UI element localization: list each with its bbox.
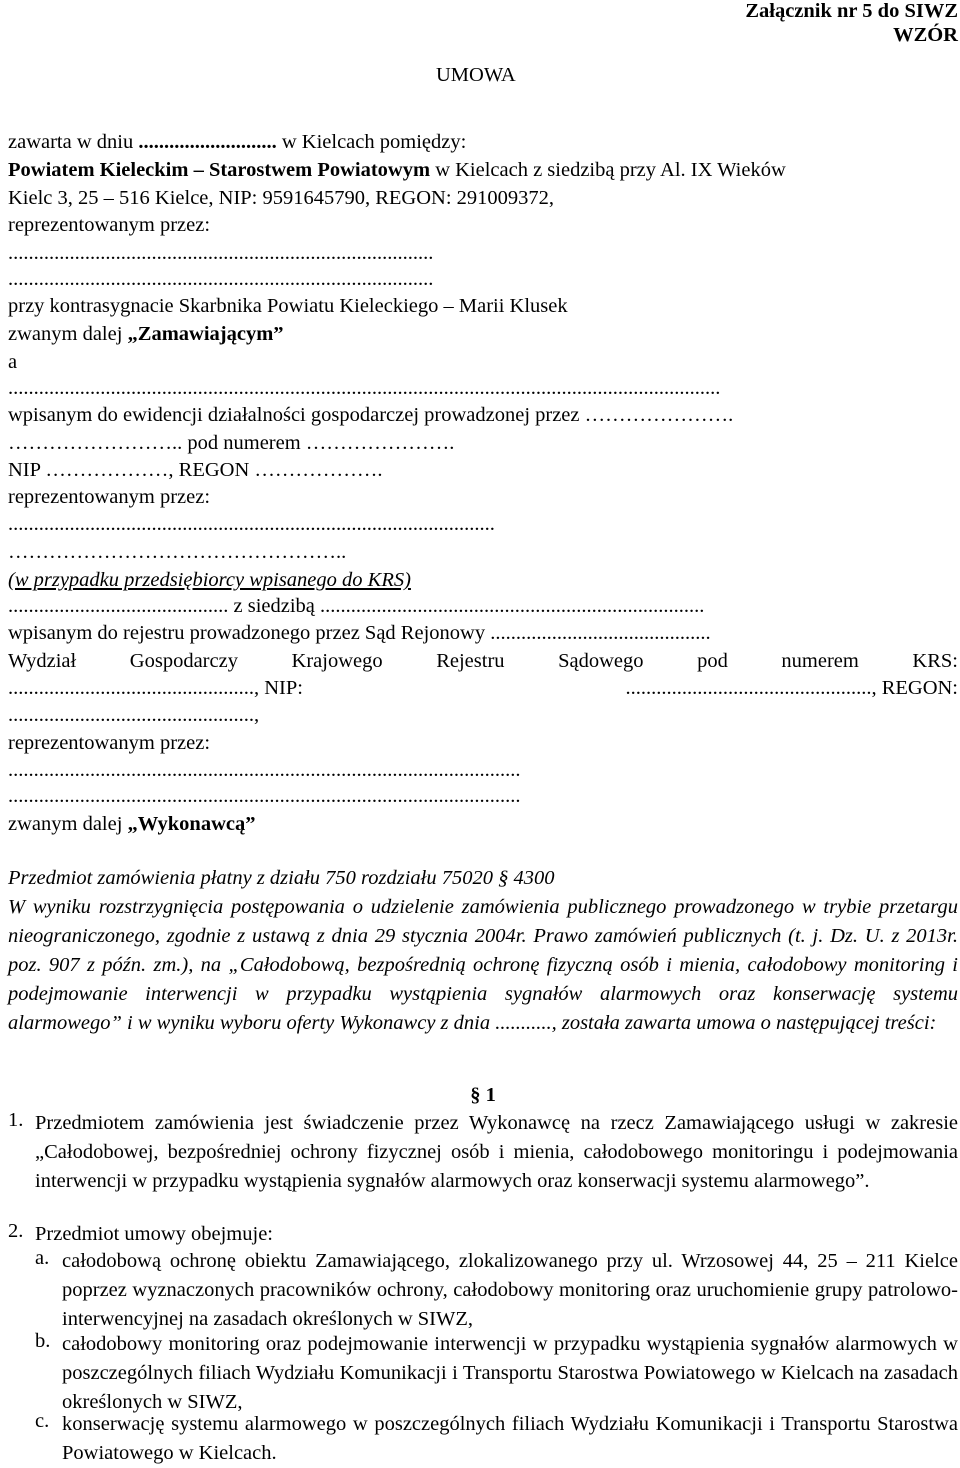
registry-line: wpisanym do ewidencji działalności gospodarczej prowadzonej przez ………………….	[8, 404, 734, 426]
concluded-line: zawarta w dniu ........................... w Kielcach pomiędzy:	[8, 131, 467, 153]
ordering-party-address: Kielc 3, 25 – 516 Kielce, NIP: 9591645790, REGON: 291009372,	[8, 187, 555, 209]
dots-line-2: ...................................................................................	[8, 268, 434, 290]
dots-line-6: ................................................,	[8, 704, 260, 726]
and-line: a	[8, 351, 18, 373]
represented-by-3: reprezentowanym przez:	[8, 732, 211, 754]
ordering-alias-line: zwanym dalej „Zamawiającym”	[8, 323, 284, 345]
represented-by-1: reprezentowanym przez:	[8, 214, 211, 236]
court-registry-line: wpisanym do rejestru prowadzonego przez Sąd Rejonowy ...........................................	[8, 622, 711, 644]
ordering-party-line: Powiatem Kieleckim – Starostwem Powiatowym w Kielcach z siedzibą przy Al. IX Wieków	[8, 159, 786, 181]
krs-line: Wydział Gospodarczy Krajowego Rejestru Sądowego pod numerem KRS:	[8, 650, 958, 672]
annex-label: Załącznik nr 5 do SIWZ	[745, 0, 958, 22]
dots-line-8: ....................................................................................................	[8, 785, 521, 807]
section-heading: § 1	[470, 1084, 496, 1106]
contractor-alias-line: zwanym dalej „Wykonawcą”	[8, 813, 256, 835]
dots-line-1: ...................................................................................	[8, 242, 434, 264]
contractor-alias: „Wykonawcą”	[127, 813, 256, 835]
document-title: UMOWA	[436, 64, 516, 86]
krs-note: (w przypadku przedsiębiorcy wpisanego do KRS)	[8, 569, 411, 591]
pattern-label: WZÓR	[893, 24, 958, 46]
dots-line-7: ....................................................................................................	[8, 759, 521, 781]
ordering-party-name: Powiatem Kieleckim – Starostwem Powiatowym	[8, 159, 431, 181]
dots-line-5: …………………………………………..	[8, 541, 347, 563]
nip-regon-line-2: ................................................, NIP: ................................................, REGON:	[8, 677, 958, 699]
nip-regon-line: NIP ………………, REGON ……………….	[8, 459, 383, 481]
represented-by-2: reprezentowanym przez:	[8, 486, 211, 508]
dots-line-3: ...........................................................................................................................................	[8, 377, 721, 399]
countersign-line: przy kontrasygnacie Skarbnika Powiatu Kieleckiego – Marii Klusek	[8, 295, 568, 317]
ordering-alias: „Zamawiającym”	[127, 323, 284, 345]
preamble-paragraph: W wyniku rozstrzygnięcia postępowania o udzielenie zamówienia publicznego prowadzonego w trybie przetargu nieograniczonego, zgodnie z ustawą z dnia 29 stycznia 2004r. Prawo zamówień publicznych (t. j. Dz. U. z 2013r. poz. 907 z późn. zm.), na „Całodobową, bezpośrednią ochronę fizyczną osób i mienia, całodobowy monitoring i podejmowanie interwencji w przypadku wystąpienia sygnałów alarmowych oraz konserwację systemu alarmowego” i w wyniku wyboru oferty Wykonawcy z dnia ..........., została zawarta umowa o następującej treści:	[8, 896, 958, 1034]
seat-line: ........................................... z siedzibą ...........................................................................	[8, 595, 705, 617]
number-line: …………………….. pod numerem ………………….	[8, 432, 455, 454]
budget-line: Przedmiot zamówienia płatny z działu 750 rozdziału 75020 § 4300	[8, 867, 555, 889]
dots-line-4: ...............................................................................................	[8, 513, 495, 535]
